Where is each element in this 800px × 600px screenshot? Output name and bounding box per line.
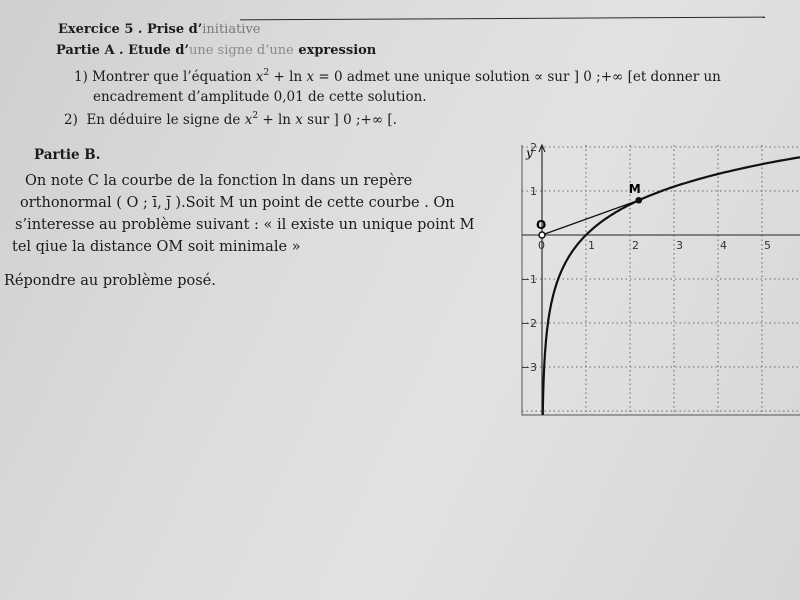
point-m-label: M	[628, 182, 641, 197]
statement-line-3: s’interesse au problème suivant : « il existe un unique point M	[15, 217, 475, 233]
y-tick-label: 1	[530, 185, 537, 198]
part-b-title: Partie B.	[34, 147, 101, 163]
question-1-continued: encadrement d’amplitude 0,01 de cette solution.	[93, 89, 427, 105]
statement-line-2: orthonormal ( O ; ī, j̄ ).Soit M un point de cette courbe . On	[20, 195, 455, 211]
header-rule	[240, 17, 765, 21]
x-tick-label: 0	[538, 239, 545, 252]
question-2: 2) En déduire le signe de $x^2 + \ln x$ sur ] 0 ;+∞ [.	[64, 111, 397, 128]
statement-line-4: tel qiue la distance OM soit minimale »	[12, 239, 301, 255]
x-tick-label: 4	[720, 239, 727, 252]
y-tick-label: 2	[530, 141, 537, 154]
point-m	[636, 197, 643, 204]
ln-curve	[543, 157, 800, 415]
x-tick-label: 3	[676, 239, 683, 252]
answer-prompt: Répondre au problème posé.	[4, 273, 216, 289]
question-1: 1) Montrer que l’équation $x^2 + \ln x = 0$ admet une unique solution ∝ sur ] 0 ;+∞ [et donner un	[74, 68, 721, 85]
x-tick-label: 2	[632, 239, 639, 252]
origin-label: O	[536, 218, 547, 232]
y-tick-label: −1	[520, 273, 537, 286]
graph-labels	[521, 141, 771, 374]
exercise-title: Exercice 5 . Prise d’initiative	[58, 22, 261, 37]
graph-axes	[522, 145, 800, 415]
x-tick-label: 5	[764, 239, 771, 252]
y-tick-label: −2	[520, 317, 537, 330]
statement-line-1: On note C la courbe de la fonction ln dans un repère	[25, 173, 413, 189]
x-tick-label: 1	[588, 239, 595, 252]
ln-graph	[500, 140, 800, 420]
y-tick-label: −3	[520, 361, 537, 374]
y-axis-label: y	[526, 146, 533, 160]
origin-point	[539, 232, 545, 238]
part-a-title: Partie A . Etude d’une signe d’une expression	[56, 43, 377, 58]
graph-frame	[522, 145, 800, 415]
graph-grid	[522, 145, 800, 415]
